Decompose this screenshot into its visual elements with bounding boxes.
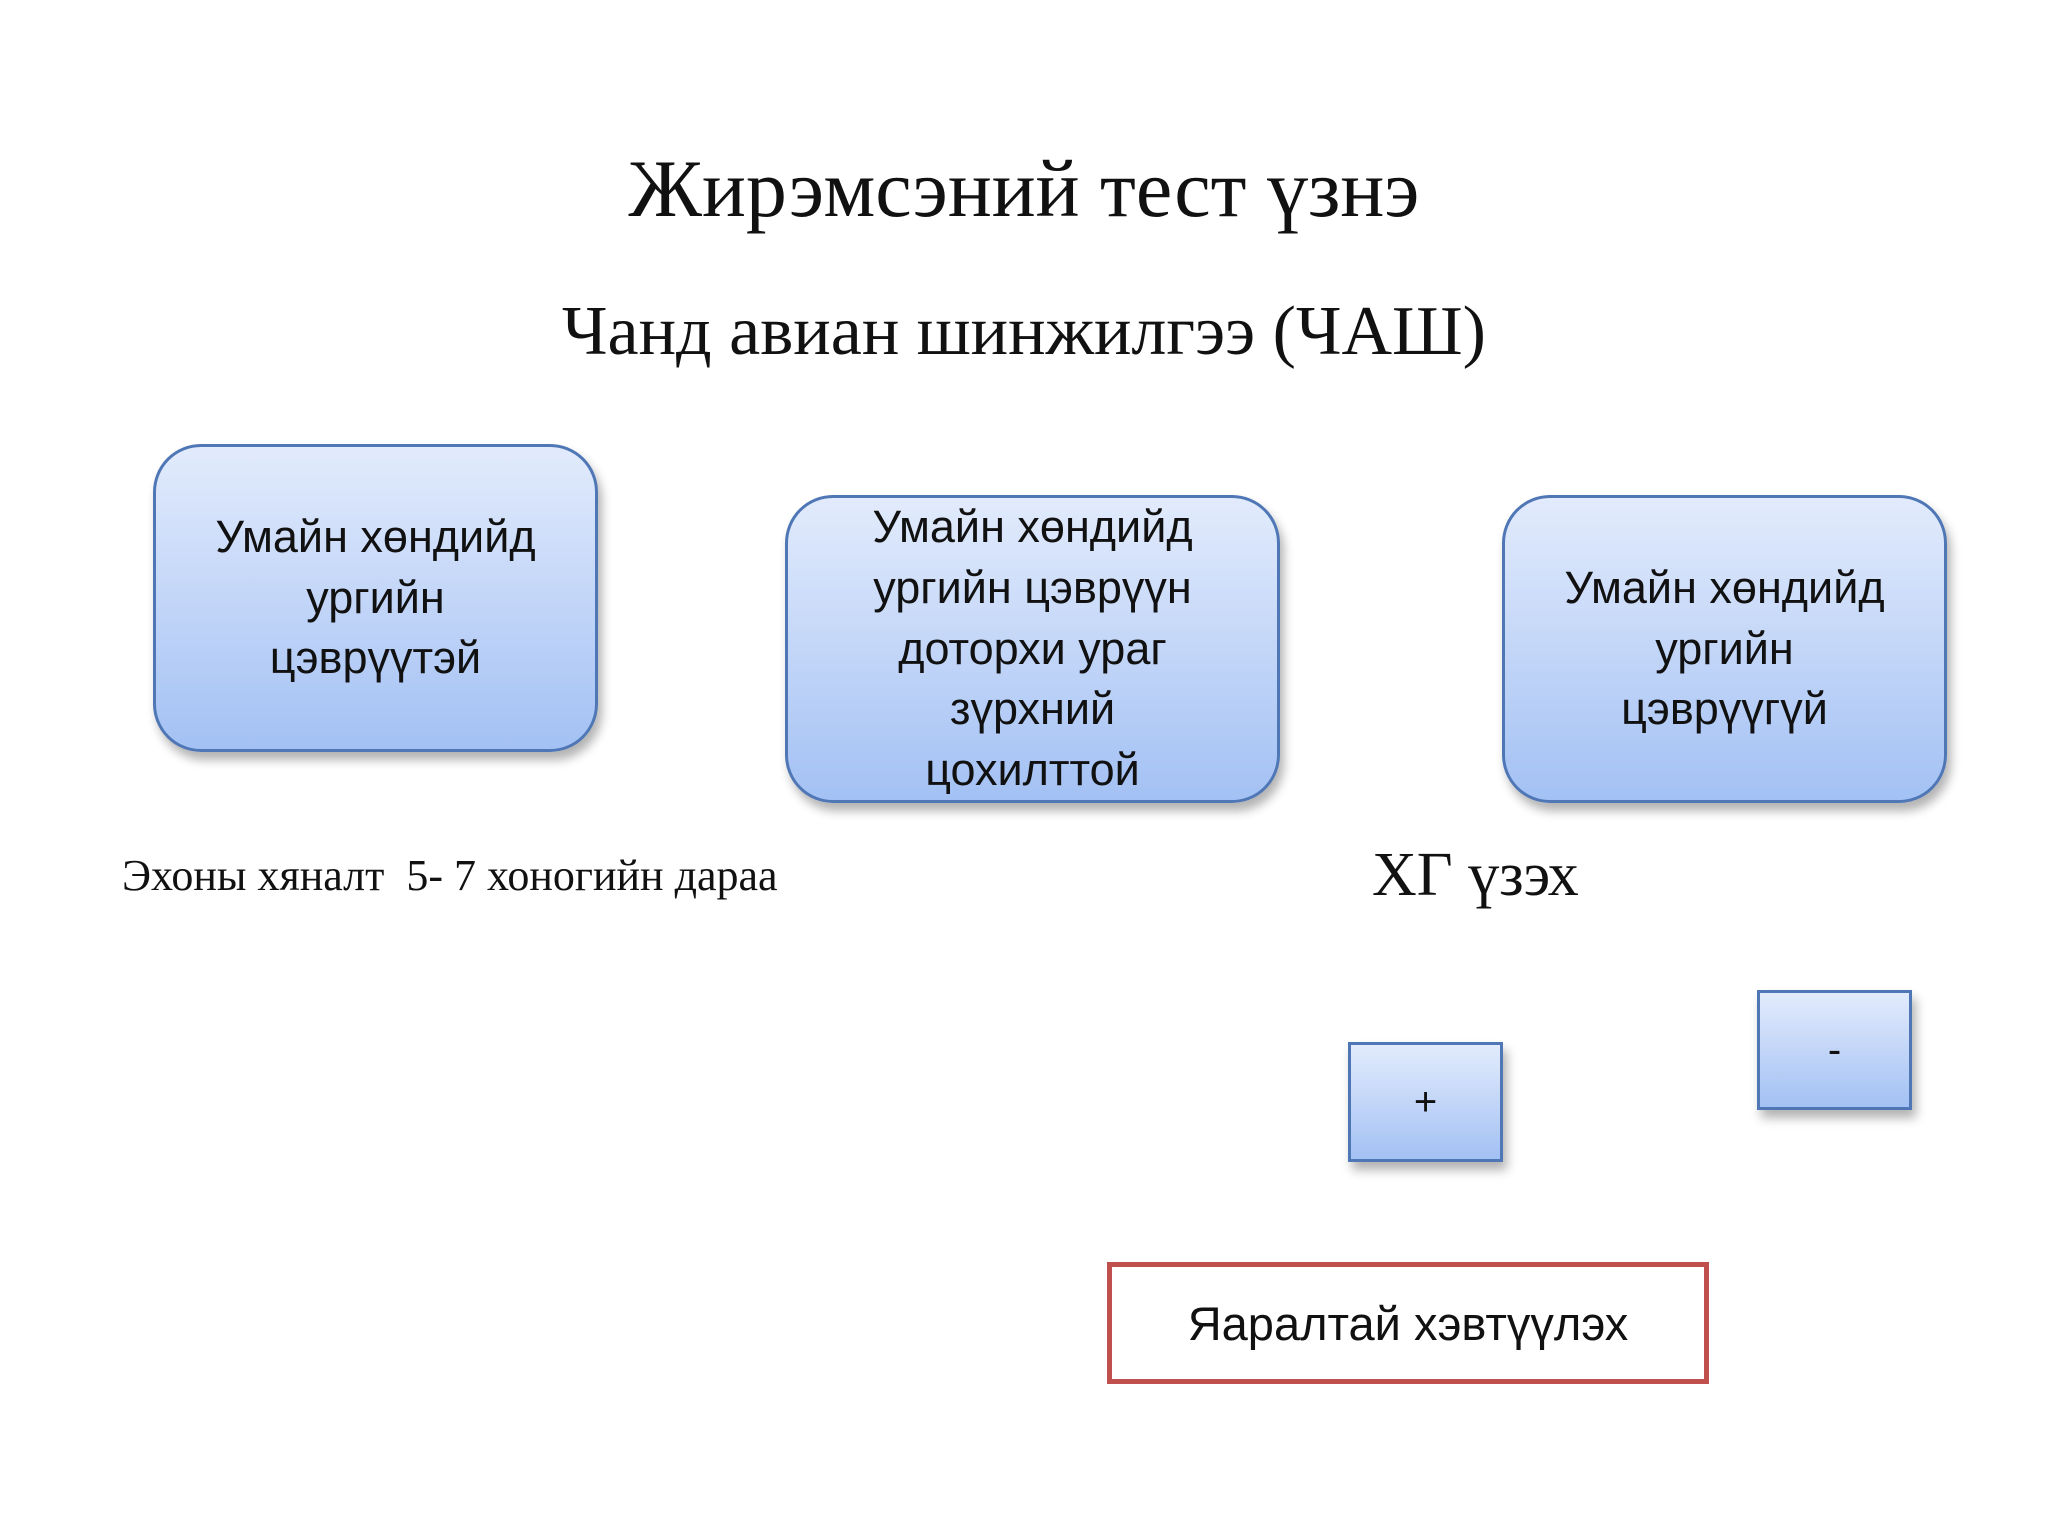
outcome-box-text: Умайн хөндийд ургийн цэврүүгүй <box>1564 561 1885 735</box>
slide-subtitle: Чанд авиан шинжилгээ (ЧАШ) <box>562 293 1486 370</box>
urgent-admission-label: Яаралтай хэвтүүлэх <box>1187 1296 1629 1350</box>
outcome-box-text: Умайн хөндийд ургийн цэврүүтэй <box>215 510 536 684</box>
hg-negative-box <box>1757 990 1912 1110</box>
outcome-box-heartbeat <box>785 495 1280 803</box>
followup-note: Эхоны хяналт 5- 7 хоногийн дараа <box>122 851 778 900</box>
outcome-box-sac-present <box>153 444 598 752</box>
outcome-box-sac-absent <box>1502 495 1947 803</box>
slide-title: Жирэмсэний тест үзнэ <box>628 143 1420 234</box>
hg-positive-label: + <box>1413 1079 1438 1124</box>
urgent-admission-box <box>1107 1262 1709 1384</box>
outcome-box-text: Умайн хөндийд ургийн цэврүүн доторхи ураг зүрхний цохилттой <box>872 501 1193 796</box>
hg-positive-box <box>1348 1042 1503 1162</box>
hg-negative-label: - <box>1827 1027 1842 1072</box>
hg-label: ХГ үзэх <box>1372 841 1579 909</box>
